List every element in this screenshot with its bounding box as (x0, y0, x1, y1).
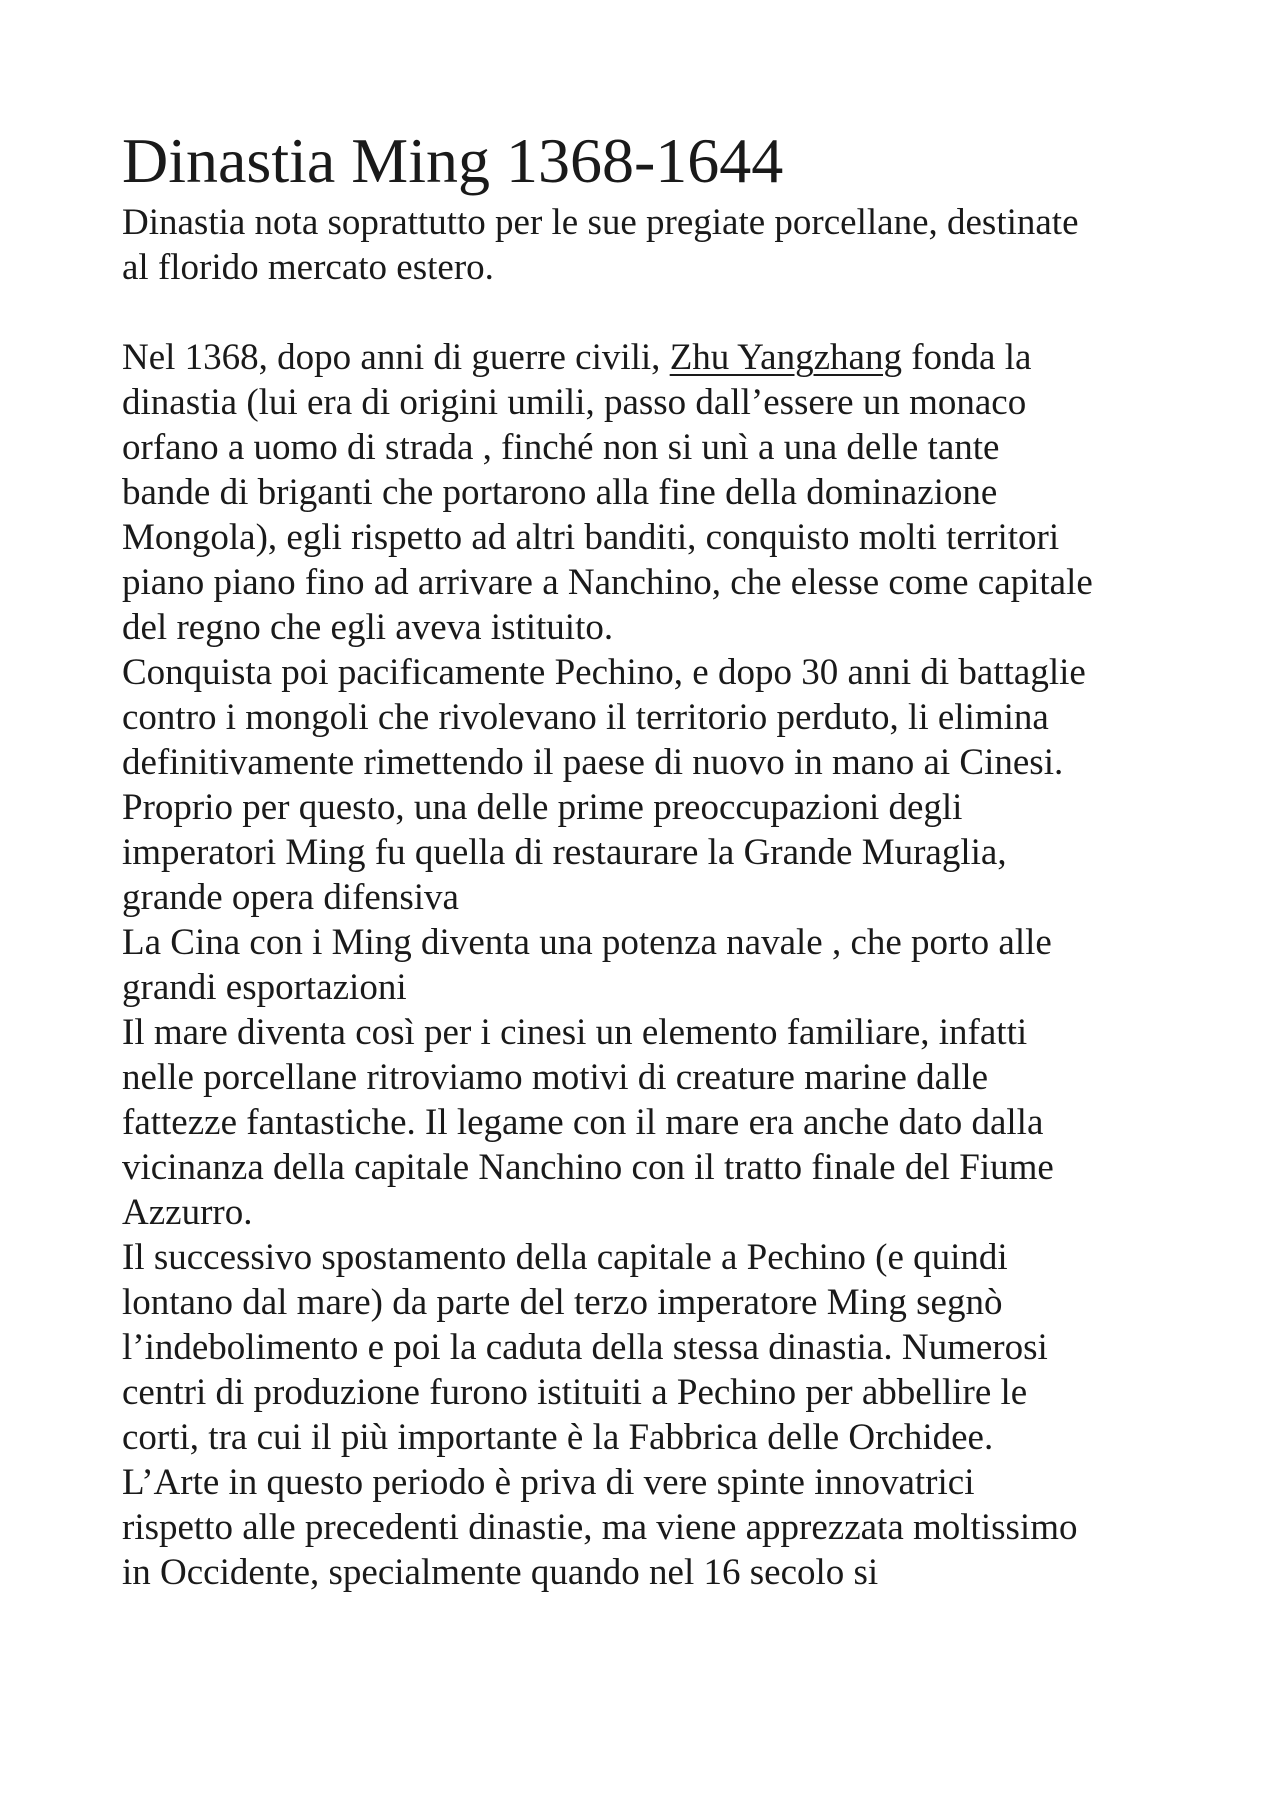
paragraph-beijing-conquest: Conquista poi pacificamente Pechino, e dopo 30 anni di battaglie contro i mongoli che rivolevano il territorio perduto, li elimina definitivamente rimettendo il paese di nuovo in mano ai Cinesi. (122, 652, 1086, 783)
page-title: Dinastia Ming 1368-1644 (122, 125, 784, 196)
paragraph-founding-rest: fonda la dinastia (lui era di origini umili, passo dall’essere un monaco orfano a uomo di strada , finché non si unì a una delle tante bande di briganti che portarono alla fine della dominazione Mongola), egli rispetto ad altri banditi, conquisto molti territori piano piano fino ad arrivare a Nanchino, che elesse come capitale del regno che egli aveva istituito. (122, 337, 1093, 648)
paragraph-sea: Il mare diventa così per i cinesi un elemento familiare, infatti nelle porcellane ritroviamo motivi di creature marine dalle fattezze fantastiche. Il legame con il mare era anche dato dalla vicinanza della capitale Nanchino con il tratto finale del Fiume Azzurro. (122, 1012, 1054, 1233)
paragraph-founding (122, 335, 1182, 650)
document-body (122, 200, 1182, 1595)
zhu-yangzhang-link[interactable]: Zhu Yangzhang (669, 337, 902, 378)
paragraph-capital-move: Il successivo spostamento della capitale a Pechino (e quindi lontano dal mare) da parte del terzo imperatore Ming segnò l’indebolimento e poi la caduta della stessa dinastia. Numerosi centri di produzione furono istituiti a Pechino per abbellire le corti, tra cui il più importante è la Fabbrica delle Orchidee. (122, 1237, 1048, 1458)
paragraph-founding-start: Nel 1368, dopo anni di guerre civili, (122, 337, 670, 378)
paragraph-art: L’Arte in questo periodo è priva di vere spinte innovatrici rispetto alle precedenti dinastie, ma viene apprezzata moltissimo in Occidente, specialmente quando nel 16 secolo si (122, 1462, 1078, 1593)
paragraph-naval-power: La Cina con i Ming diventa una potenza navale , che porto alle grandi esportazioni (122, 922, 1052, 1008)
paragraph-great-wall: Proprio per questo, una delle prime preoccupazioni degli imperatori Ming fu quella di restaurare la Grande Muraglia, grande opera difensiva (122, 787, 1007, 918)
intro-paragraph: Dinastia nota soprattutto per le sue pregiate porcellane, destinate al florido mercato estero. (122, 202, 1079, 288)
